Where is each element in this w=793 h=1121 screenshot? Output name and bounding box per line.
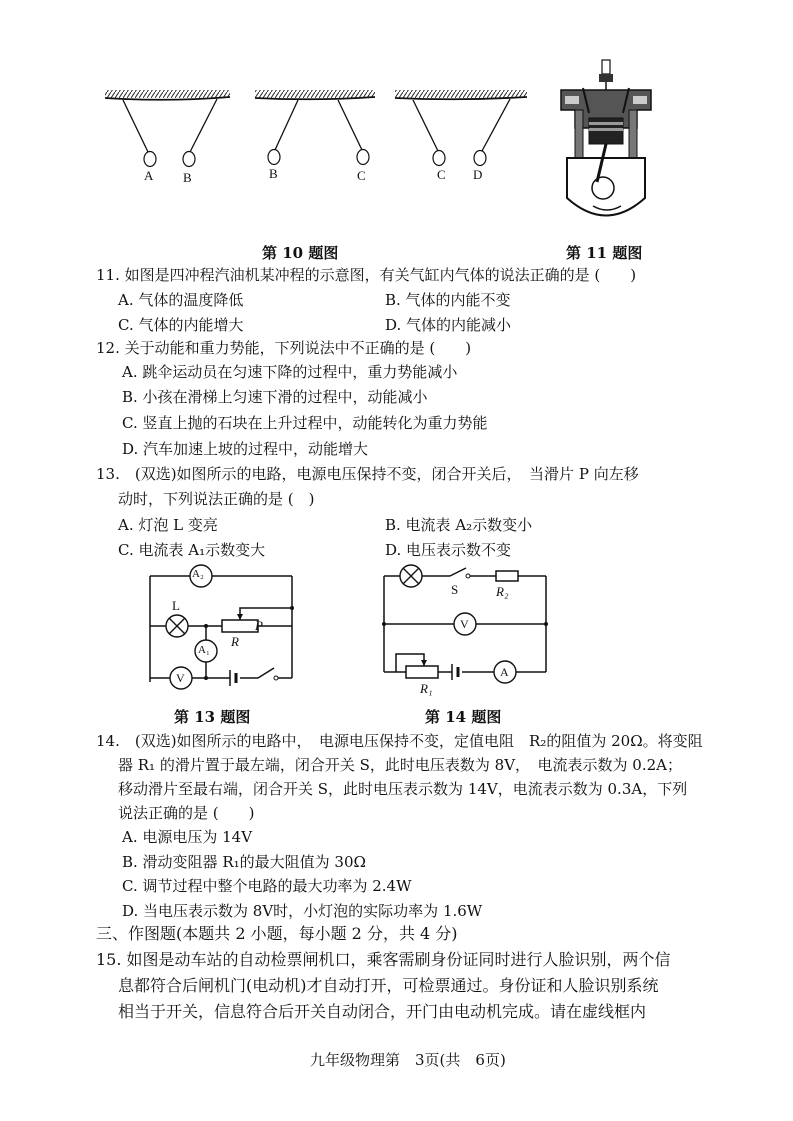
ceiling-1 bbox=[105, 90, 230, 100]
q12-option-b: B. 小孩在滑梯上匀速下滑的过程中，动能减小 bbox=[122, 388, 428, 406]
q13-option-d: D. 电压表示数不变 bbox=[385, 541, 512, 559]
ceiling-2 bbox=[255, 90, 375, 99]
q14-stem-line4: 说法正确的是 ( ) bbox=[118, 804, 255, 822]
fig11-caption: 第 11 题图 bbox=[566, 244, 643, 262]
q13-option-b: B. 电流表 A₂示数变小 bbox=[385, 516, 533, 534]
fig14-caption: 第 14 题图 bbox=[425, 708, 502, 726]
fig10-label-d: D bbox=[473, 167, 483, 182]
fig14-label-v: V bbox=[460, 617, 469, 631]
page-footer: 九年级物理第 3页(共 6页) bbox=[310, 1051, 506, 1069]
fig13-label-a2: A₂ bbox=[192, 568, 204, 580]
q14-stem-line2: 器 R₁ 的滑片置于最左端，闭合开关 S，此时电压表数为 8V， 电流表示数为 0.2A； bbox=[118, 756, 682, 774]
q13-option-c: C. 电流表 A₁示数变大 bbox=[118, 541, 266, 559]
fig10-label-c2: C bbox=[437, 167, 446, 182]
q12-option-a: A. 跳伞运动员在匀速下降的过程中，重力势能减小 bbox=[122, 363, 458, 381]
ceiling-3 bbox=[395, 90, 527, 99]
q14-option-d: D. 当电压表示数为 8V时，小灯泡的实际功率为 1.6W bbox=[122, 902, 483, 920]
figure-11-engine-diagram bbox=[553, 58, 663, 228]
fig10-label-c1: C bbox=[357, 168, 366, 183]
q14-stem-line1: 14. (双选)如图所示的电路中， 电源电压保持不变，定值电阻 R₂的阻值为 20Ω。将变阻 bbox=[96, 732, 703, 750]
fig14-label-s: S bbox=[451, 582, 459, 597]
q11-option-b: B. 气体的内能不变 bbox=[385, 291, 511, 309]
fig13-label-p: P bbox=[255, 618, 263, 633]
fig13-label-a1: A₁ bbox=[198, 644, 210, 656]
figure-13-circuit bbox=[140, 562, 310, 697]
q13-option-a: A. 灯泡 L 变亮 bbox=[118, 516, 218, 534]
q13-stem-line2: 动时，下列说法正确的是 ( ) bbox=[118, 490, 315, 508]
q12-option-c: C. 竖直上抛的石块在上升过程中，动能转化为重力势能 bbox=[122, 414, 488, 432]
fig14-label-r2: R₂ bbox=[496, 584, 509, 599]
fig13-label-l: L bbox=[172, 598, 180, 613]
fig14-label-a: A bbox=[500, 665, 509, 679]
figure-10-pendulums bbox=[95, 80, 535, 190]
fig10-label-a: A bbox=[144, 168, 154, 183]
q15-line1: 15. 如图是动车站的自动检票闸机口，乘客需刷身份证同时进行人脸识别，两个信 bbox=[96, 950, 671, 969]
fig13-label-r: R bbox=[231, 634, 239, 649]
section-3-heading: 三、作图题(本题共 2 小题，每小题 2 分，共 4 分) bbox=[96, 924, 458, 943]
q14-option-a: A. 电源电压为 14V bbox=[122, 828, 253, 846]
q12-option-d: D. 汽车加速上坡的过程中，动能增大 bbox=[122, 440, 369, 458]
ball-b bbox=[183, 152, 195, 167]
q11-option-d: D. 气体的内能减小 bbox=[385, 316, 512, 334]
q14-option-c: C. 调节过程中整个电路的最大功率为 2.4W bbox=[122, 877, 412, 895]
fig10-caption: 第 10 题图 bbox=[262, 244, 339, 262]
fig10-label-b2: B bbox=[269, 166, 278, 181]
ball-a bbox=[144, 152, 156, 167]
fig13-caption: 第 13 题图 bbox=[174, 708, 251, 726]
fig10-label-b1: B bbox=[183, 170, 192, 185]
fig14-label-r1: R₁ bbox=[420, 681, 433, 696]
q14-stem-line3: 移动滑片至最右端，闭合开关 S，此时电压表示数为 14V，电流表示数为 0.3A，下列 bbox=[118, 780, 688, 798]
fig13-label-v: V bbox=[176, 671, 185, 685]
q15-line2: 息都符合后闸机门(电动机)才自动打开，可检票通过。身份证和人脸识别系统 bbox=[118, 976, 659, 995]
q15-line3: 相当于开关，信息符合后开关自动闭合，开门由电动机完成。请在虚线框内 bbox=[118, 1002, 647, 1021]
q11-stem: 11. 如图是四冲程汽油机某冲程的示意图，有关气缸内气体的说法正确的是 ( ) bbox=[96, 266, 637, 284]
q12-stem: 12. 关于动能和重力势能，下列说法中不正确的是 ( ) bbox=[96, 339, 472, 357]
q11-option-c: C. 气体的内能增大 bbox=[118, 316, 244, 334]
q11-option-a: A. 气体的温度降低 bbox=[118, 291, 244, 309]
q13-stem-line1: 13. (双选)如图所示的电路，电源电压保持不变，闭合开关后， 当滑片 P 向左移 bbox=[96, 465, 639, 483]
q14-option-b: B. 滑动变阻器 R₁的最大阻值为 30Ω bbox=[122, 853, 366, 871]
